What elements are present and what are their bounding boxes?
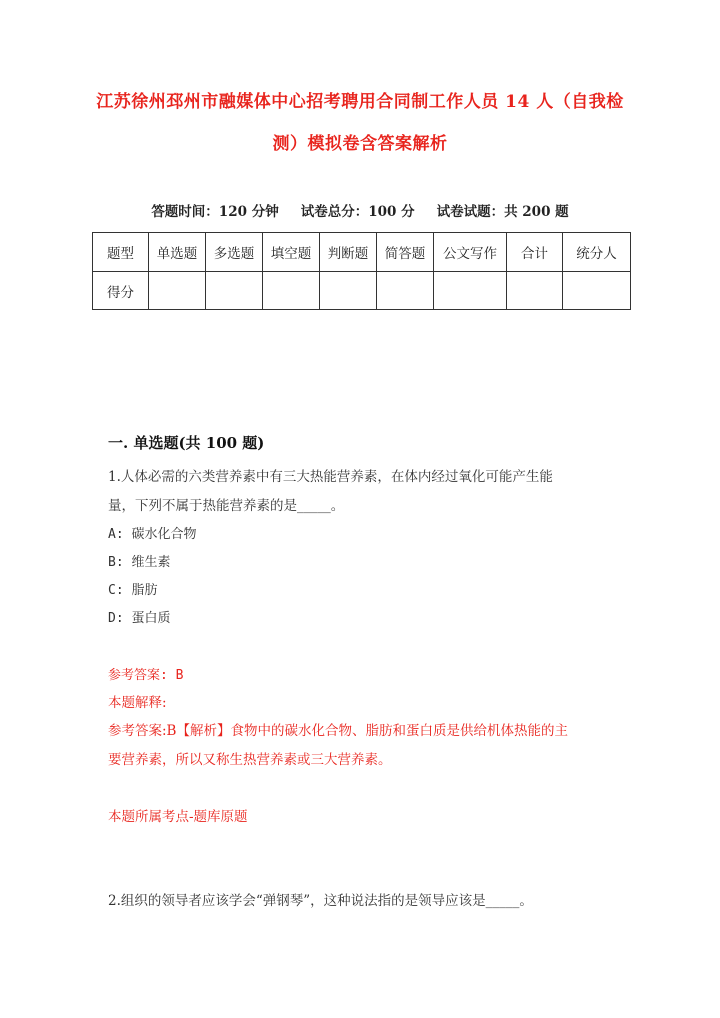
exam-time: 答题时间：120 分钟	[151, 204, 279, 220]
score-table-header: 填空题	[263, 233, 320, 272]
score-cell	[320, 272, 377, 310]
score-cell	[263, 272, 320, 310]
score-cell	[149, 272, 206, 310]
question-1-source: 本题所属考点-题库原题	[108, 809, 248, 825]
exam-meta	[90, 200, 630, 220]
score-table-header: 公文写作	[434, 233, 507, 272]
score-table-header: 题型	[93, 233, 149, 272]
score-table-header: 单选题	[149, 233, 206, 272]
score-table-header: 判断题	[320, 233, 377, 272]
score-cell	[507, 272, 563, 310]
section-heading: 一. 单选题(共 100 题)	[108, 434, 265, 452]
exam-question-count: 试卷试题：共 200 题	[436, 204, 569, 220]
score-table	[92, 232, 631, 310]
score-cell	[434, 272, 507, 310]
score-table-header: 多选题	[206, 233, 263, 272]
question-1-option-b: B: 维生素	[108, 555, 171, 570]
score-table-header-row	[93, 233, 631, 272]
document-title-line-1: 江苏徐州邳州市融媒体中心招考聘用合同制工作人员 14 人（自我检	[96, 92, 624, 112]
exam-total-score: 试卷总分：100 分	[300, 204, 415, 220]
question-1-option-d: D: 蛋白质	[108, 611, 171, 626]
score-cell	[206, 272, 263, 310]
question-1-option-a: A: 碳水化合物	[108, 527, 197, 542]
question-1-answer: 参考答案: B	[108, 668, 184, 683]
score-table-header: 统分人	[563, 233, 631, 272]
score-table-header: 简答题	[377, 233, 434, 272]
score-table-score-row	[93, 272, 631, 310]
question-1-explanation-line-2: 要营养素，所以又称生热营养素或三大营养素。	[108, 752, 392, 768]
score-cell	[563, 272, 631, 310]
question-2-stem: 2.组织的领导者应该学会“弹钢琴”，这种说法指的是领导应该是_____。	[108, 893, 533, 909]
score-table-header: 合计	[507, 233, 563, 272]
question-1-explanation-label: 本题解释:	[108, 695, 167, 711]
score-row-label: 得分	[93, 272, 149, 310]
document-title-line-2: 测）模拟卷含答案解析	[272, 134, 448, 154]
score-cell	[377, 272, 434, 310]
question-1-stem-line-2: 量，下列不属于热能营养素的是_____。	[108, 498, 345, 514]
question-1-explanation-line-1: 参考答案:B【解析】食物中的碳水化合物、脂肪和蛋白质是供给机体热能的主	[108, 723, 568, 739]
question-1-stem-line-1: 1.人体必需的六类营养素中有三大热能营养素，在体内经过氧化可能产生能	[108, 469, 553, 485]
question-1-option-c: C: 脂肪	[108, 583, 158, 598]
